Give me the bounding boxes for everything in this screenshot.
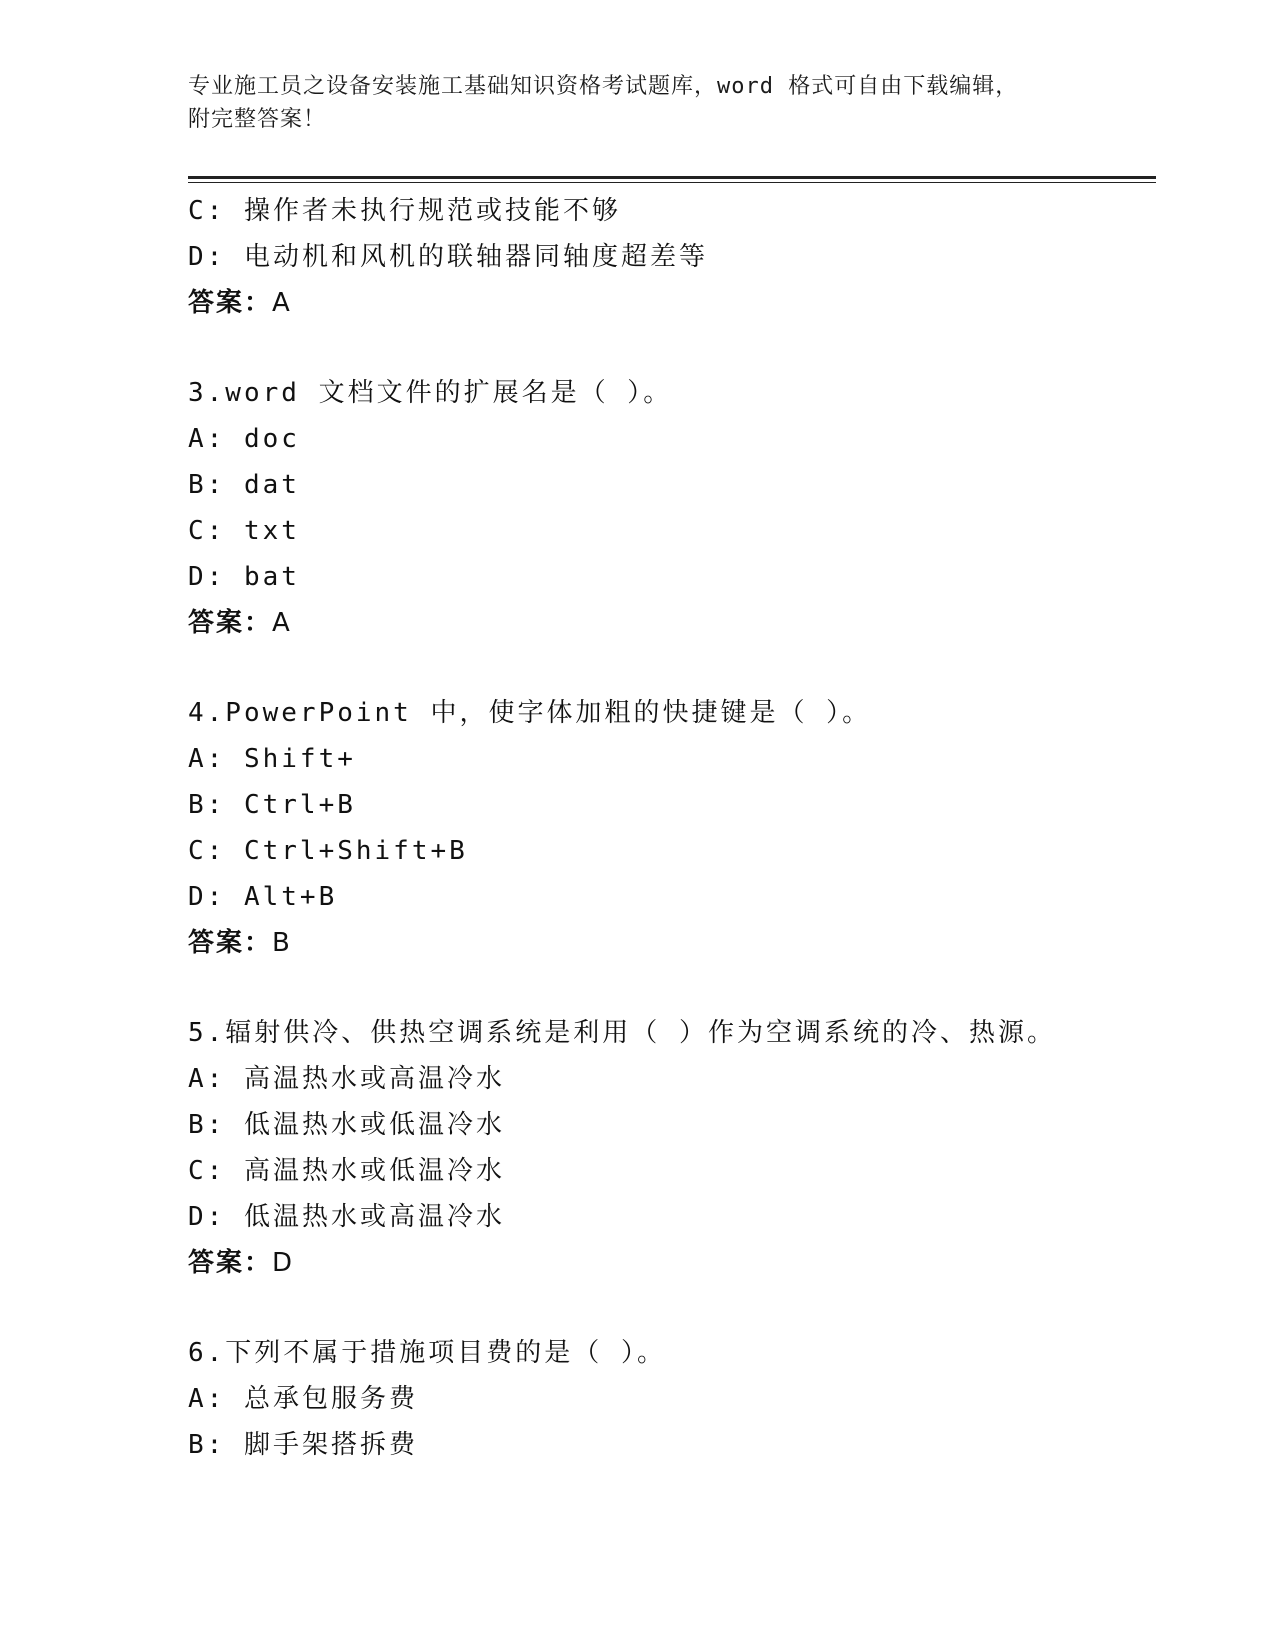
answer-label: 答案：	[188, 608, 273, 638]
question-stem: 5.辐射供冷、供热空调系统是利用（ ）作为空调系统的冷、热源。	[188, 1018, 1056, 1048]
question-3	[188, 370, 1148, 646]
option-d: D: 电动机和风机的联轴器同轴度超差等	[188, 242, 708, 272]
answer-value: A	[272, 288, 292, 318]
answer-label: 答案：	[188, 928, 273, 958]
header-divider-thick	[188, 176, 1156, 179]
question-6	[188, 1330, 1148, 1468]
option-d: D: Alt+B	[188, 882, 338, 912]
question-stem: 3.word 文档文件的扩展名是（ ）。	[188, 378, 673, 408]
option-d: D: 低温热水或高温冷水	[188, 1202, 505, 1232]
answer-label: 答案：	[188, 1248, 273, 1278]
option-c: C: 操作者未执行规范或技能不够	[188, 196, 621, 226]
answer-line	[188, 920, 1148, 966]
option-b: B: Ctrl+B	[188, 790, 356, 820]
header-line-2: 附完整答案！	[188, 107, 327, 132]
question-5	[188, 1010, 1148, 1286]
answer-line	[188, 600, 1148, 646]
option-a: A: Shift+	[188, 744, 356, 774]
option-c: C: 高温热水或低温冷水	[188, 1156, 505, 1186]
answer-value: B	[272, 928, 292, 958]
question-4	[188, 690, 1148, 966]
question-stem: 4.PowerPoint 中，使字体加粗的快捷键是（ ）。	[188, 698, 872, 728]
option-b: B: dat	[188, 470, 300, 500]
answer-line	[188, 280, 1148, 326]
document-header	[188, 70, 1088, 136]
option-a: A: 高温热水或高温冷水	[188, 1064, 505, 1094]
option-c: C: Ctrl+Shift+B	[188, 836, 468, 866]
header-line-1: 专业施工员之设备安装施工基础知识资格考试题库，word 格式可自由下载编辑，	[188, 74, 1019, 99]
option-d: D: bat	[188, 562, 300, 592]
option-a: A: 总承包服务费	[188, 1384, 418, 1414]
question-list	[188, 188, 1148, 1468]
answer-line	[188, 1240, 1148, 1286]
option-a: A: doc	[188, 424, 300, 454]
question-2-continuation	[188, 188, 1148, 326]
option-b: B: 低温热水或低温冷水	[188, 1110, 505, 1140]
question-stem: 6.下列不属于措施项目费的是（ ）。	[188, 1338, 666, 1368]
option-b: B: 脚手架搭拆费	[188, 1430, 418, 1460]
answer-value: A	[272, 608, 292, 638]
answer-label: 答案：	[188, 288, 273, 318]
header-divider-thin	[188, 182, 1156, 183]
option-c: C: txt	[188, 516, 300, 546]
answer-value: D	[272, 1248, 295, 1278]
